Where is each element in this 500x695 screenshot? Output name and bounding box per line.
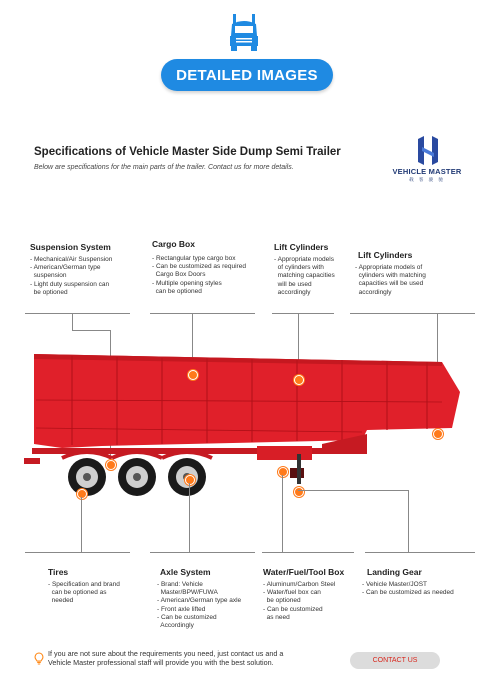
list-item: - Appropriate models of xyxy=(355,264,423,271)
marker-landing-gear xyxy=(294,487,304,497)
divider-line xyxy=(350,313,475,314)
section-tires xyxy=(48,567,120,606)
list-item: capacities will be used xyxy=(355,280,424,288)
marker-cargo-box xyxy=(188,370,198,380)
lightbulb-icon xyxy=(34,652,44,665)
footer-note xyxy=(48,650,283,667)
logo-name: VEHICLE MASTER xyxy=(392,167,462,176)
section-list xyxy=(30,256,112,297)
list-item: suspension xyxy=(30,272,67,280)
list-item: be optioned xyxy=(30,288,68,296)
connector-line xyxy=(408,490,409,552)
contact-us-button[interactable]: CONTACT US xyxy=(350,652,440,669)
divider-line xyxy=(150,552,255,553)
list-item: - American/German type xyxy=(30,264,101,272)
section-water-fuel-tool-box xyxy=(263,567,344,622)
list-item: accordingly xyxy=(274,288,311,296)
divider-line xyxy=(150,313,255,314)
page-title: Specifications of Vehicle Master Side Dump Semi Trailer xyxy=(34,146,341,158)
list-item: as need xyxy=(263,613,290,621)
list-item: - Light duty suspension can xyxy=(30,280,110,288)
section-title: Lift Cylinders xyxy=(274,242,329,252)
section-cargo-box xyxy=(152,239,246,296)
list-item: - Multiple opening styles xyxy=(152,279,222,287)
connector-line xyxy=(81,497,82,552)
list-item: - Brand: Vehicle xyxy=(157,581,203,588)
section-title: Landing Gear xyxy=(367,567,422,577)
connector-line xyxy=(282,475,283,552)
section-lift-cylinders-2 xyxy=(355,250,426,297)
section-suspension-system xyxy=(30,242,112,297)
list-item: will be used xyxy=(274,280,312,288)
list-item: - Can be customized as needed xyxy=(362,589,454,597)
list-item: - Rectangular type cargo box xyxy=(152,255,236,262)
detailed-images-badge: DETAILED IMAGES xyxy=(161,59,333,91)
list-item: - Aluminum/Carbon Steel xyxy=(263,581,336,588)
list-item: accordingly xyxy=(355,288,392,296)
marker-lift-cylinder-2 xyxy=(433,429,443,439)
list-item: - Vehicle Master/JOST xyxy=(362,581,428,588)
list-item: - Can be customized xyxy=(157,613,217,621)
list-item: - American/German type axle xyxy=(157,597,242,605)
marker-tires xyxy=(77,489,87,499)
section-lift-cylinders-1 xyxy=(274,242,335,297)
list-item: matching capacities xyxy=(274,272,335,280)
section-title: Axle System xyxy=(160,567,211,577)
connector-line xyxy=(72,330,110,331)
list-item: - Can be customized xyxy=(263,605,323,613)
marker-axle xyxy=(185,475,195,485)
list-item: of cylinders with xyxy=(274,264,324,272)
section-title: Cargo Box xyxy=(152,239,195,249)
list-item: can be optioned as xyxy=(48,589,107,597)
list-item: needed xyxy=(48,597,74,605)
list-item: - Front axle lifted xyxy=(157,605,206,613)
section-list xyxy=(362,581,454,597)
footer-line-1: If you are not sure about the requirements you need, just contact us and a xyxy=(48,649,284,658)
list-item: - Mechanical/Air Suspension xyxy=(30,256,113,263)
list-item: - Specification and brand xyxy=(48,581,120,588)
marker-tool-box xyxy=(278,467,288,477)
marker-suspension xyxy=(106,460,116,470)
list-item: - Water/fuel box can xyxy=(263,589,321,597)
list-item: Accordingly xyxy=(157,622,194,630)
truck-icon xyxy=(226,12,262,52)
section-list xyxy=(263,581,344,622)
section-list xyxy=(48,581,120,606)
marker-lift-cylinder xyxy=(294,375,304,385)
section-list xyxy=(152,255,246,296)
trailer-illustration xyxy=(22,350,482,510)
list-item: cylinders with matching xyxy=(355,272,426,280)
divider-line xyxy=(272,313,334,314)
section-title: Tires xyxy=(48,567,69,577)
list-item: - Appropriate models xyxy=(274,256,334,263)
section-title: Lift Cylinders xyxy=(358,250,413,260)
connector-line xyxy=(72,313,73,330)
section-title: Suspension System xyxy=(30,242,111,252)
divider-line xyxy=(262,552,354,553)
section-list xyxy=(157,581,241,630)
section-list xyxy=(355,264,426,297)
divider-line xyxy=(25,552,130,553)
section-title: Water/Fuel/Tool Box xyxy=(263,567,345,577)
list-item: be optioned xyxy=(263,597,301,605)
logo-tagline: 载 客 骏 驰 xyxy=(409,177,445,182)
section-axle-system xyxy=(157,567,241,630)
connector-line xyxy=(298,490,408,491)
footer-line-2: Vehicle Master professional staff will provide you with the best solution. xyxy=(48,657,274,667)
divider-line xyxy=(25,313,130,314)
connector-line xyxy=(189,483,190,552)
page-subtitle: Below are specifications for the main parts of the trailer. Contact us for more details. xyxy=(34,164,294,171)
section-landing-gear xyxy=(362,567,454,597)
list-item: Master/BPW/FUWA xyxy=(157,589,218,597)
list-item: can be optioned xyxy=(152,287,202,295)
section-list xyxy=(274,256,335,297)
list-item: Cargo Box Doors xyxy=(152,271,206,279)
list-item: - Can be customized as required xyxy=(152,263,246,271)
divider-line xyxy=(365,552,475,553)
